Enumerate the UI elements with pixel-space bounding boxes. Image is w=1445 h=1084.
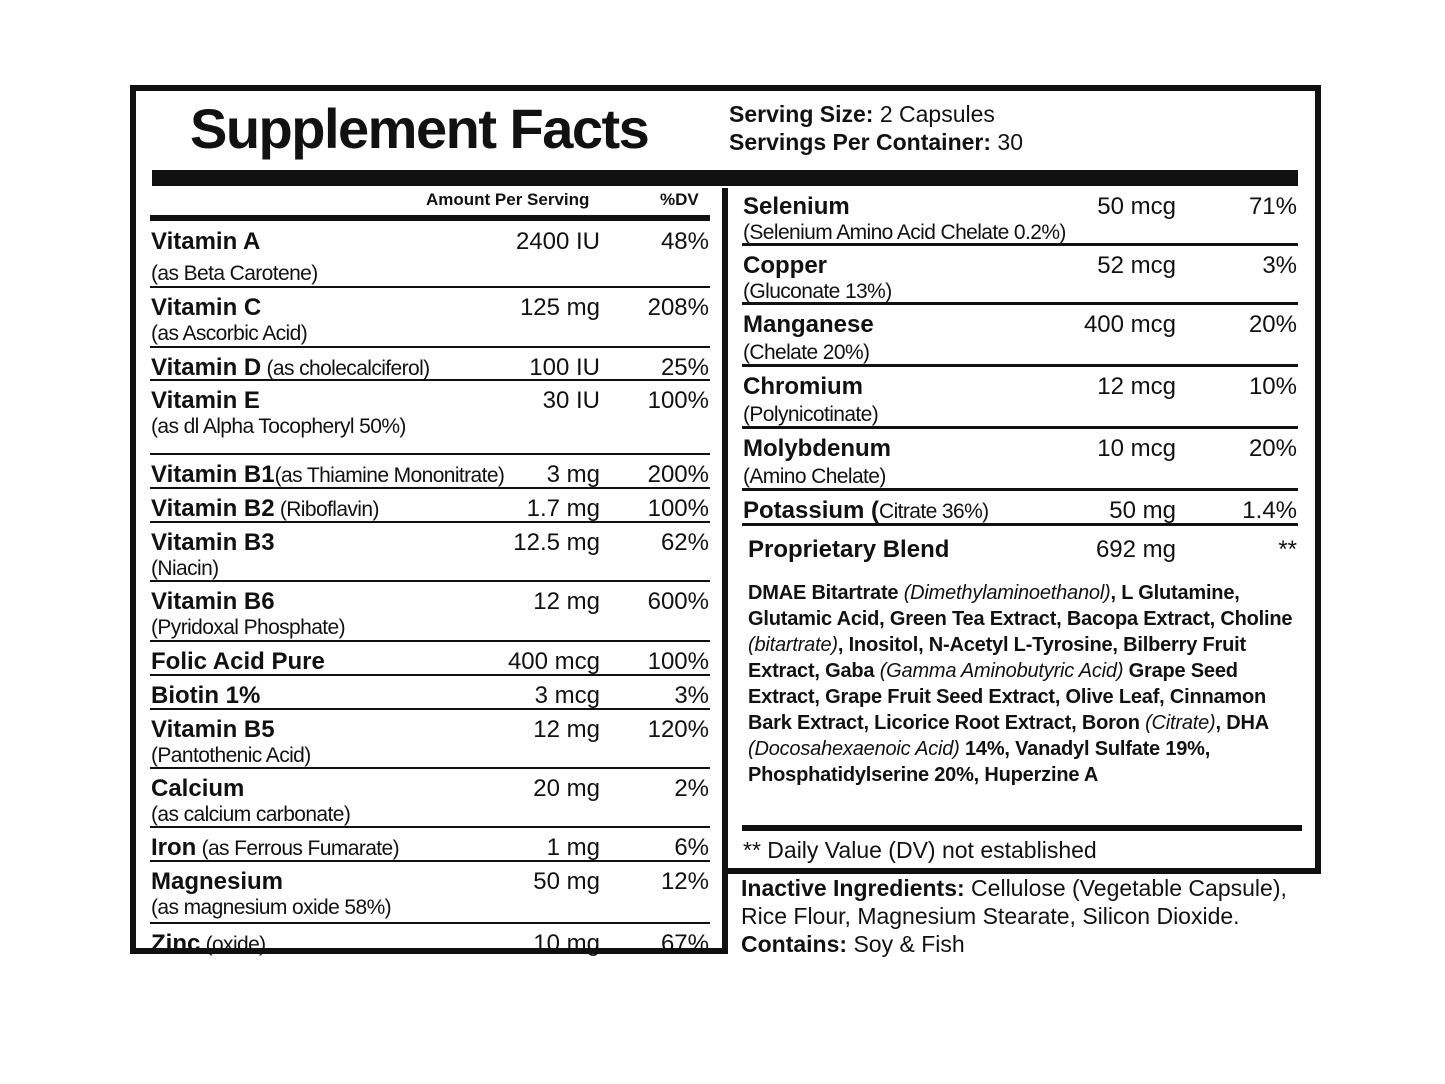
nutrient-dv: 120% [647, 716, 709, 743]
inactive-ingredients [741, 874, 1311, 958]
nutrient-dv: 100% [647, 648, 709, 675]
serving-size-value: 2 Capsules [879, 101, 995, 127]
nutrient-dv: 71% [1248, 193, 1297, 220]
nutrient-dv: 3% [674, 682, 709, 709]
nutrient-source-inline: (as Ferrous Fumarate) [196, 837, 400, 860]
nutrient-amount: 12 mcg [1097, 373, 1176, 400]
serving-size-label: Serving Size: [729, 101, 874, 127]
nutrient-dv: 100% [647, 495, 709, 522]
nutrient-dv: 6% [674, 834, 709, 861]
nutrient-amount: 52 mcg [1097, 252, 1176, 279]
nutrient-name: Vitamin B6 [151, 588, 275, 615]
nutrient-dv: 100% [647, 387, 709, 414]
nutrient-name: Potassium (Citrate 36%) [743, 497, 989, 524]
nutrient-amount: 100 IU [529, 354, 600, 381]
right-nutrient-row [742, 491, 1298, 526]
contains-text: Soy & Fish [847, 931, 965, 957]
nutrient-source: (as calcium carbonate) [151, 803, 351, 826]
nutrient-source: (Polynicotinate) [743, 403, 879, 426]
left-nutrient-row [150, 381, 710, 455]
nutrient-source: (as Ascorbic Acid) [151, 322, 308, 345]
nutrient-source-inline: (Riboflavin) [274, 498, 379, 521]
nutrient-amount: 12 mg [533, 588, 600, 615]
nutrient-dv: 67% [660, 930, 709, 957]
left-nutrient-row [150, 676, 710, 710]
nutrient-source: (Selenium Amino Acid Chelate 0.2%) [743, 221, 1066, 244]
nutrient-dv: 62% [660, 529, 709, 556]
nutrient-amount: 3 mg [546, 461, 600, 488]
nutrient-dv: 2% [674, 775, 709, 802]
nutrient-source: (Pyridoxal Phosphate) [151, 616, 346, 639]
frame-border-right [1315, 85, 1321, 874]
left-nutrient-row [150, 862, 710, 924]
serving-info [729, 100, 1023, 156]
right-nutrient-row [742, 367, 1298, 429]
nutrient-name: Vitamin B1(as Thiamine Mononitrate) [151, 461, 505, 488]
nutrient-source: (as magnesium oxide 58%) [151, 896, 392, 919]
inactive-label: Inactive Ingredients: [741, 875, 965, 901]
left-nutrient-row [150, 582, 710, 642]
left-nutrient-row [150, 455, 710, 489]
nutrient-amount: 692 mg [1095, 536, 1176, 563]
inactive-text: Cellulose (Vegetable Capsule), Rice Flour, Magnesium Stearate, Silicon Dioxide. [741, 875, 1287, 929]
nutrient-amount: 400 mcg [1083, 311, 1176, 338]
nutrient-dv: 208% [647, 294, 709, 321]
nutrient-name: Vitamin B5 [151, 716, 275, 743]
nutrient-source: (Gluconate 13%) [743, 280, 892, 303]
nutrient-name: Biotin 1% [151, 682, 261, 709]
nutrient-name: Vitamin B2 (Riboflavin) [151, 495, 379, 522]
left-nutrient-row [150, 769, 710, 828]
nutrient-name: Vitamin D (as cholecalciferol) [151, 354, 430, 381]
nutrient-dv: 48% [660, 228, 709, 255]
nutrient-source-inline: (as cholecalciferol) [261, 357, 430, 380]
nutrient-source-inline: (as Thiamine Mononitrate) [274, 464, 505, 487]
servings-per-container-value: 30 [997, 129, 1024, 155]
nutrient-dv: 600% [647, 588, 709, 615]
left-nutrient-row [150, 523, 710, 582]
dv-header: %DV [660, 190, 699, 209]
nutrient-name: Calcium [151, 775, 245, 802]
nutrient-name: Folic Acid Pure [151, 648, 325, 675]
right-nutrient-row [742, 526, 1298, 570]
right-nutrient-row [742, 246, 1298, 305]
nutrient-name: Vitamin E [151, 387, 260, 414]
nutrient-amount: 30 IU [542, 387, 600, 414]
header-rule [152, 170, 1298, 186]
nutrient-source: (Niacin) [151, 557, 219, 580]
left-nutrient-row [150, 489, 710, 523]
nutrient-amount: 20 mg [533, 775, 600, 802]
left-nutrient-row [150, 828, 710, 862]
right-nutrient-row [742, 429, 1298, 491]
left-nutrient-row [150, 222, 710, 288]
nutrient-dv: 25% [660, 354, 709, 381]
nutrient-dv: 20% [1248, 435, 1297, 462]
nutrient-dv: 20% [1248, 311, 1297, 338]
nutrient-dv: 3% [1262, 252, 1297, 279]
left-nutrient-row [150, 642, 710, 676]
nutrient-source: (Chelate 20%) [743, 341, 870, 364]
nutrient-amount: 1 mg [546, 834, 600, 861]
panel-title: Supplement Facts [190, 97, 649, 160]
nutrient-dv: 10% [1248, 373, 1297, 400]
servings-per-container-label: Servings Per Container: [729, 129, 992, 155]
nutrient-source-inline: Citrate 36%) [879, 500, 989, 523]
dv-note-rule [742, 825, 1302, 831]
nutrient-source: (Amino Chelate) [743, 465, 886, 488]
dv-footnote: ** Daily Value (DV) not established [743, 837, 1097, 863]
nutrient-name: Chromium [743, 373, 863, 400]
nutrient-amount: 2400 IU [515, 228, 600, 255]
nutrient-table-right [742, 187, 1298, 570]
left-nutrient-row [150, 710, 710, 769]
column-divider [722, 188, 728, 954]
nutrient-amount: 50 mg [533, 868, 600, 895]
left-nutrient-row [150, 924, 710, 962]
left-nutrient-row [150, 288, 710, 348]
right-nutrient-row [742, 187, 1298, 246]
nutrient-name: Zinc (oxide) [151, 930, 266, 957]
nutrient-amount: 400 mcg [507, 648, 600, 675]
nutrient-amount: 1.7 mg [526, 495, 600, 522]
nutrient-source: (Pantothenic Acid) [151, 744, 311, 767]
nutrient-dv: ** [1278, 536, 1297, 563]
left-nutrient-row [150, 348, 710, 381]
nutrient-source: (as Beta Carotene) [151, 262, 318, 285]
column-header-rule [150, 215, 710, 221]
contains-label: Contains: [741, 931, 848, 957]
nutrient-name: Magnesium [151, 868, 284, 895]
nutrient-amount: 50 mcg [1097, 193, 1176, 220]
nutrient-name: Proprietary Blend [748, 536, 950, 563]
nutrient-amount: 3 mcg [534, 682, 600, 709]
nutrient-dv: 1.4% [1242, 497, 1297, 524]
nutrient-dv: 200% [647, 461, 709, 488]
nutrient-table-left [150, 222, 710, 962]
proprietary-blend-ingredients: DMAE Bitartrate (Dimethylaminoethanol), L Glutamine, Glutamic Acid, Green Tea Extract, Bacopa Extract, Choline (bitartrate), Inositol, N-Acetyl L-Tyrosine, Bilberry Fruit Extract, Gaba (Gamma Aminobutyric Acid) Grape Seed Extract, Grape Fruit Seed Extract, Olive Leaf, Cinnamon Bark Extract, Licorice Root Extract, Boron (Citrate), DHA (Docosahexaenoic Acid) 14%, Vanadyl Sulfate 19%, Phosphatidylserine 20%, Huperzine A [748, 582, 1293, 786]
nutrient-name: Vitamin B3 [151, 529, 275, 556]
nutrient-amount: 125 mg [519, 294, 600, 321]
nutrient-name: Iron (as Ferrous Fumarate) [151, 834, 400, 861]
nutrient-name: Molybdenum [743, 435, 891, 462]
nutrient-name: Selenium [743, 193, 850, 220]
amount-per-serving-header: Amount Per Serving [426, 190, 590, 209]
nutrient-name: Manganese [743, 311, 874, 338]
nutrient-amount: 50 mg [1109, 497, 1176, 524]
nutrient-name: Copper [743, 252, 827, 279]
nutrient-source: (as dl Alpha Tocopheryl 50%) [151, 415, 406, 438]
nutrient-amount: 10 mcg [1097, 435, 1176, 462]
nutrient-amount: 10 mg [533, 930, 600, 957]
nutrient-amount: 12 mg [533, 716, 600, 743]
nutrient-dv: 12% [660, 868, 709, 895]
nutrient-name: Vitamin A [151, 228, 261, 255]
right-nutrient-row [742, 305, 1298, 367]
nutrient-source-inline: (oxide) [200, 933, 266, 956]
nutrient-amount: 12.5 mg [513, 529, 600, 556]
nutrient-name: Vitamin C [151, 294, 262, 321]
